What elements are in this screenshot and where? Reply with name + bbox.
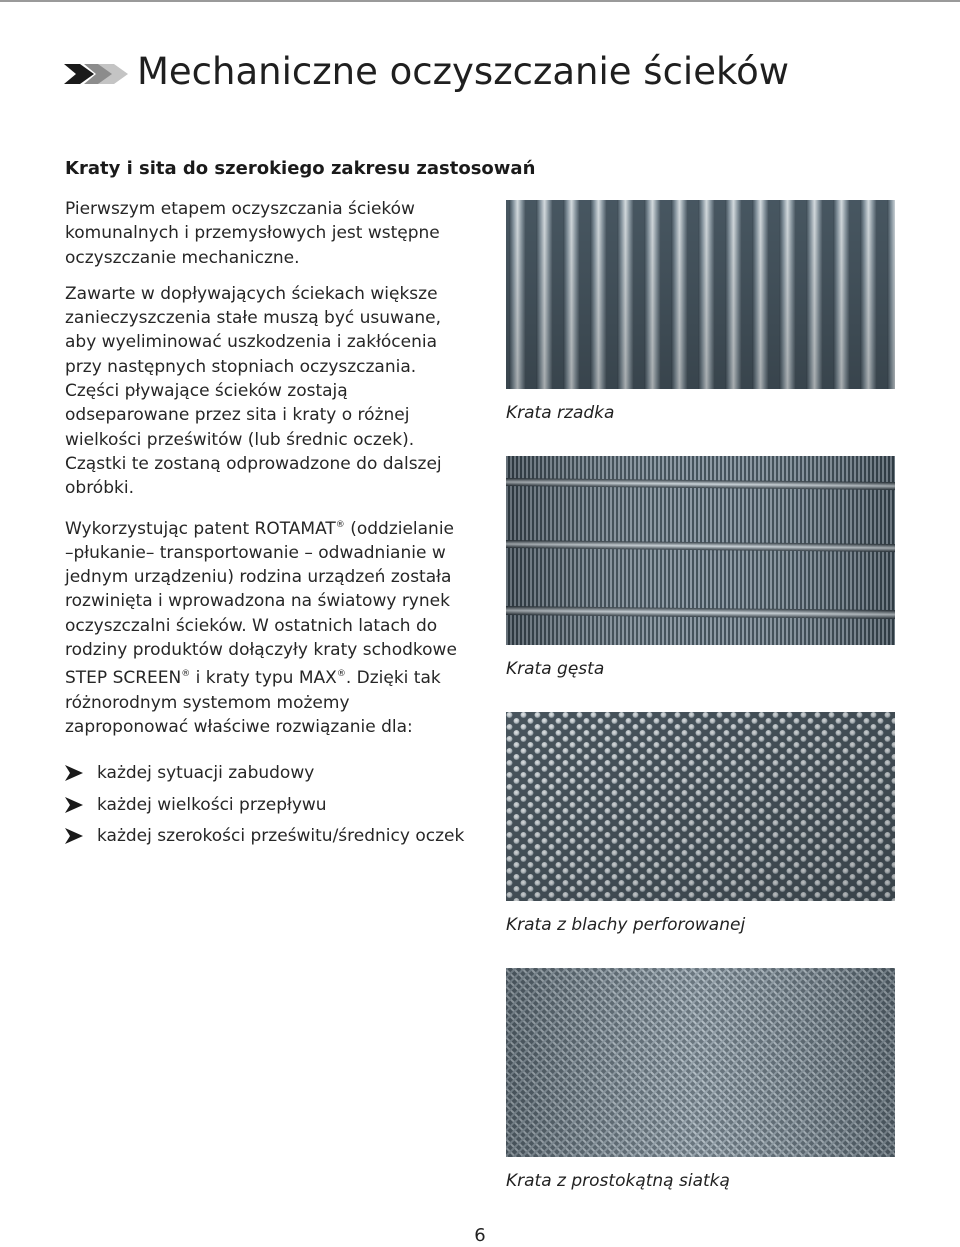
arrowhead-bullet-icon — [65, 797, 83, 813]
page-title: Mechaniczne oczyszczanie ścieków — [137, 50, 789, 93]
solution-list — [65, 761, 465, 848]
arrowhead-bullet-icon — [65, 765, 83, 781]
list-item-label: każdej wielkości przepływu — [97, 794, 327, 815]
top-rule — [0, 0, 960, 2]
list-item — [65, 761, 465, 785]
caption-rectangular-mesh: Krata z prostokątną siatką — [506, 1171, 730, 1191]
list-item — [65, 793, 465, 817]
coarse-grate-photo — [506, 200, 895, 389]
perforated-plate-photo — [506, 712, 895, 901]
arrowhead-bullet-icon — [65, 828, 83, 844]
caption-perforated-plate: Krata z blachy perforowanej — [506, 915, 746, 935]
rectangular-mesh-photo — [506, 968, 895, 1157]
registered-mark: ® — [336, 669, 346, 680]
list-item — [65, 824, 465, 848]
paragraph-rotamat-part1: Wykorzystując patent ROTAMAT — [65, 518, 336, 539]
paragraph-pollutants: Zawarte w dopływających ściekach większe zanieczyszczenia stałe muszą być usuwane, aby wyeliminować uszkodzenia i zakłócenia przy następnych stopniach oczyszczania. Części pływające ścieków zostają odseparowane przez sita i kraty o różnej wielkości prześwitów (lub średnic oczek). Cząstki te zostaną odprowadzone do dalszej obróbki. — [65, 283, 442, 499]
registered-mark: ® — [181, 669, 191, 680]
caption-coarse-grate: Krata rzadka — [506, 403, 615, 423]
paragraph-rotamat-part2: (oddzielanie –płukanie– transportowanie – odwadnianie w jednym urządzeniu) rodzina urządzeń została rozwinięta i wprowadzona na światowy rynek oczyszczalni ścieków. W ostatnich latach do rodziny produktów dołączyły kraty schodkowe STEP SCREEN — [65, 518, 457, 689]
paragraph-rotamat-part4: . Dzięki tak różnorodnym systemom możemy zaproponować właściwe rozwiązanie dla: — [65, 668, 441, 737]
double-chevron-right-icon — [64, 58, 128, 90]
section-heading: Kraty i sita do szerokiego zakresu zastosowań — [65, 158, 536, 179]
paragraph-intro: Pierwszym etapem oczyszczania ścieków komunalnych i przemysłowych jest wstępne oczyszczanie mechaniczne. — [65, 199, 440, 268]
list-item-label: każdej sytuacji zabudowy — [97, 763, 315, 784]
page-number: 6 — [474, 1225, 486, 1246]
list-item-label: każdej szerokości prześwitu/średnicy oczek — [97, 825, 465, 846]
registered-mark: ® — [335, 519, 345, 530]
fine-grate-photo — [506, 456, 895, 645]
caption-fine-grate: Krata gęsta — [506, 659, 605, 679]
body-text-column — [65, 197, 465, 855]
paragraph-rotamat-part3: i kraty typu MAX — [190, 668, 337, 689]
paragraph-rotamat — [65, 513, 465, 740]
